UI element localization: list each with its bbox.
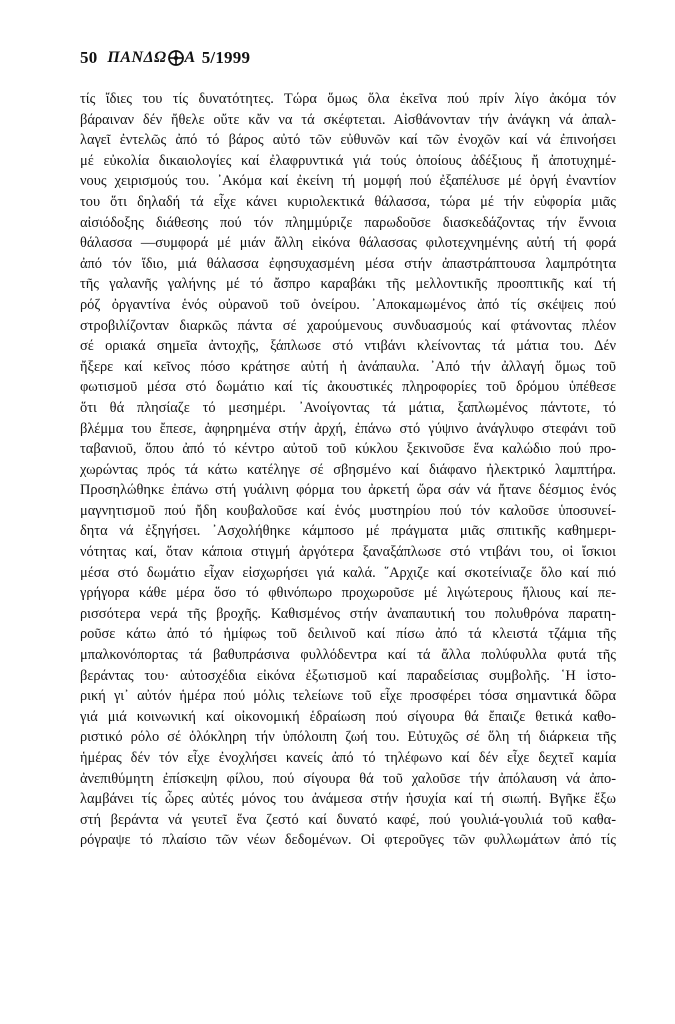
text-line: ταβανιοῦ, ὅπου ἀπό τό κέντρο αὐτοῦ τοῦ κύκλου ξεκινοῦσε ἕνα καλώδιο πού προ- <box>80 441 616 458</box>
text-line: γιά μιά κοινωνική καί οἰκονομική ἑδραίωση πού σίγουρα θά ἔπαιζε θετικά καθο- <box>80 708 616 725</box>
page-number: 50 <box>80 48 98 67</box>
text-line: βάραιναν δέν ἤθελε οὔτε κἄν να τά σκέφτεται. Αἰσθάνονταν τήν ἀνάγκη νά ἀπαλ- <box>80 111 616 128</box>
magazine-logo <box>107 49 195 67</box>
text-line: ριστικό ρόλο σέ ὁλόκληρη τήν ὑπόλοιπη ζωή του. Εὐτυχῶς σέ ὅλη τή διάρκεια τῆς <box>80 729 616 746</box>
text-line: τῆς γαλανῆς γαλήνης μέ τό ἄσπρο καραβάκι τῆς μελλοντικῆς προοπτικῆς καί τή <box>80 276 616 293</box>
text-line: ρισσότερα νερά τῆς βροχῆς. Καθισμένος στήν ἀναπαυτική του πολυθρόνα παρατη- <box>80 605 616 622</box>
text-line: ρική γι᾽ αὐτόν ἡμέρα πού μόλις τελείωνε τοῦ εἶχε προσφέρει τόσα σημαντικά δῶρα <box>80 688 616 705</box>
text-line: Προσηλώθηκε ἐπάνω στή γυάλινη φόρμα του ἀρκετή ὥρα σάν νά ἤτανε δέσμιος ἑνός <box>80 482 616 499</box>
text-line: νότητας καί, ὅταν κάποια στιγμή ἀργότερα ξαναξάπλωσε στό ντιβάνι του, οἱ ἴσκιοι <box>80 544 616 561</box>
running-header <box>80 46 250 70</box>
text-line: ἤξερε καί κεῖνος πόσο κράτησε αὐτή ἡ ἀνάπαυλα. ᾽Από τήν ἀλλαγή ὅμως τοῦ <box>80 358 616 375</box>
logo-text-left: ΠΑΝΔΩ <box>107 49 167 66</box>
text-line: στή βεράντα νά γευτεῖ ἕνα ζεστό καί δυνατό καφέ, πού γουλιά-γουλιά τοῦ καθα- <box>80 811 616 828</box>
text-line: λαγεῖ ἐντελῶς ἀπό τό βάρος αὐτό τῶν εὐθυνῶν καί τῶν ἐνοχῶν καί νά ἐπινοήσει <box>80 132 616 149</box>
text-line: ὅτι θά πλησίαζε τό μεσημέρι. ᾽Ανοίγοντας τά μάτια, ξαπλωμένος πάντοτε, τό <box>80 399 616 416</box>
text-line: χωρώντας πρός τά κάτω κατέληγε σέ σβησμένο καί διάφανο ἠλεκτρικό λαμπτήρα. <box>80 461 616 478</box>
text-line: ροῦσε κάτω ἀπό τό ἡμίφως τοῦ δειλινοῦ καί πίσω ἀπό τά κλειστά τζάμια τῆς <box>80 626 616 643</box>
text-line: δητα νά ἐξηγήσει. ᾽Ασχολήθηκε κάμποσο μέ πράγματα μιᾶς σπιτικῆς καθημερι- <box>80 523 616 540</box>
text-line: μέσα στό δωμάτιο εἶχαν εἰσχωρήσει γιά καλά. ῞Αρχιζε καί σκοτείνιαζε ὅλο καί πιό <box>80 564 616 581</box>
text-line: νους χειρισμούς του. ᾽Ακόμα καί ἐκείνη τή μομφή πού ἐξαπέλυσε μέ ὀργή ἐναντίον <box>80 173 616 190</box>
text-line: βεράντας του· αὐτοσχέδια εἰκόνα ἐξωτισμοῦ καί παραδείσιας συμβολῆς. ῾Η ἱστο- <box>80 667 616 684</box>
text-line: λαμβάνει τίς ὧρες αὐτές μόνος του ἀνάμεσα στήν ἡσυχία καί τή σιωπή. Βγῆκε ἔξω <box>80 791 616 808</box>
text-line: ἡμέρας δέν τόν εἶχε ἐνοχλήσει κανείς ἀπό τό τηλέφωνο καί δέν εἶχε δεχτεῖ καμία <box>80 750 616 766</box>
text-line: θάλασσα —συμφορά μέ μιάν ἄλλη εἰκόνα θάλασσας φιλοτεχνημένης αὐτή τή φορά <box>80 235 616 252</box>
text-line: ἀνεπιθύμητη ἐπίσκεψη φίλου, πού σίγουρα θά τοῦ χαλοῦσε τήν ἀπόλαυση νά ἀπο- <box>80 770 616 787</box>
text-line: φωτισμοῦ μέσα στό δωμάτιο καί τίς ἀκουστικές πληροφορίες τοῦ δρόμου ὑπέθεσε <box>80 379 616 396</box>
text-line: του ὅτι δηλαδή τά εἶχε κάνει κυριολεκτικά θάλασσα, τώρα μέ τήν εὐφορία μιᾶς <box>80 193 616 210</box>
logo-text-right: Α <box>184 49 196 66</box>
text-line: μπαλκονόπορτας τά βαθυπράσινα φυλλόδεντρα καί τά ἄλλα πολύφυλλα φυτά τῆς <box>80 647 616 664</box>
body-text <box>80 89 616 851</box>
text-line: στροβιλίζονταν διαρκῶς πάντα σέ χαρούμενους συνδυασμούς καί φτάνοντας πλέον <box>80 317 616 334</box>
text-line: ρόγραψε τό πλαίσιο τῶν νέων δεδομένων. Οἱ φτεροῦγες τῶν φυλλωμάτων ἀπό τίς <box>80 832 616 849</box>
issue-date: 5/1999 <box>201 48 251 67</box>
text-line: γρήγορα κάθε μέρα ὅσο τό φθινόπωρο προχωροῦσε μέ λιγώτερους ἥλιους καί πε- <box>80 585 616 602</box>
text-line: μέ εὐκολία δικαιολογίες καί ἐλαφρυντικά γιά τούς ὁποίους ἀδέξιους ἤ ἀποτυχημέ- <box>80 152 616 169</box>
text-line: βλέμμα του ἔπεσε, ἀφηρημένα στήν ἀρχή, ἐπάνω στό γύψινο ἀνάγλυφο στεφάνι τοῦ <box>80 420 616 437</box>
text-line: ἀπό τόν ἴδιο, μιά θάλασσα ἐφησυχασμένη μέσα στήν ἀπαστράπτουσα λαμπρότητα <box>80 255 616 272</box>
text-line: αἰσιόδοξης διάθεσης πού τόν πλημμύριζε παρωδοῦσε διασκεδάζοντας τήν ἔννοια <box>80 214 616 231</box>
text-line: σέ οριακά σημεῖα ἀντοχῆς, ξάπλωσε στό ντιβάνι κλείνοντας τά μάτια του. Δέν <box>80 338 616 355</box>
text-line: τίς ἴδιες του τίς δυνατότητες. Τώρα ὅμως ὅλα ἐκεῖνα πού πρίν λίγο ἀκόμα τόν <box>80 91 616 107</box>
text-line: μαγνητισμοῦ πού ἤδη κουβαλοῦσε καί ἑνός μυστηρίου πού τόν καλοῦσε ὑποσυνεί- <box>80 502 616 519</box>
logo-emblem-icon <box>168 50 184 66</box>
text-line: ρόζ ὀργαντίνα ἑνός οὐρανοῦ τοῦ ὀνείρου. ᾽Αποκαμωμένος ἀπό τίς σκέψεις πού <box>80 296 616 313</box>
